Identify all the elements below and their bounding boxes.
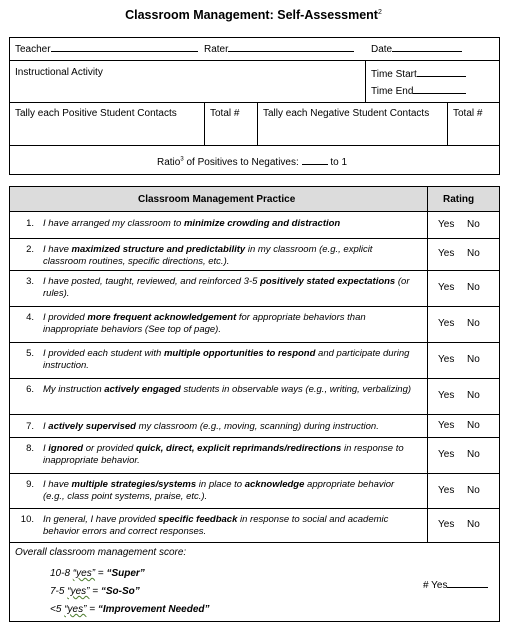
instructional-activity-label: Instructional Activity (15, 67, 103, 78)
teacher-field[interactable]: Teacher (15, 42, 198, 55)
rating-no-option[interactable]: No (467, 354, 480, 365)
rating-no-option[interactable]: No (467, 318, 480, 329)
row-number: 8. (26, 443, 34, 454)
rating-no-option[interactable]: No (467, 219, 480, 230)
negative-total-label: Total # (453, 108, 483, 119)
practice-statement: I have multiple strategies/systems in place to acknowledge appropriate behavior (e.g., class point systems, praise, etc.). (43, 479, 395, 502)
rating-no-option[interactable]: No (467, 485, 480, 496)
page-title (0, 8, 507, 22)
score-scale-line: 10-8 “yes” = “Super” (50, 568, 145, 579)
score-range: 7-5 (50, 586, 68, 597)
score-label: Overall classroom management score: (15, 547, 187, 558)
time-start-field[interactable]: Time Start (371, 67, 466, 80)
row-number: 3. (26, 276, 34, 287)
row-number: 9. (26, 479, 34, 490)
row-number: 7. (26, 421, 34, 432)
score-range: 10-8 (50, 568, 73, 579)
rating-no-option[interactable]: No (467, 248, 480, 259)
rating-no-option[interactable]: No (467, 282, 480, 293)
practice-statement: I provided more frequent acknowledgement for appropriate behaviors than inappropriate behaviors (See top of page). (43, 312, 366, 335)
row-number: 10. (20, 514, 34, 525)
ratio-field[interactable]: Ratio$^3$ of Positives to Negatives: to 1 (157, 156, 348, 168)
row-number: 5. (26, 348, 34, 359)
score-range: <5 (50, 604, 65, 615)
yes-count-field[interactable]: # Yes (423, 578, 488, 591)
rating-yes-option[interactable]: Yes (438, 390, 455, 401)
column-header-practice: Classroom Management Practice (138, 194, 296, 205)
title-text: Classroom Management: Self-Assessment (125, 8, 378, 22)
rating-yes-option[interactable]: Yes (438, 449, 455, 460)
row-number: 6. (26, 384, 34, 395)
row-number: 1. (26, 218, 34, 229)
rating-yes-option[interactable]: Yes (438, 354, 455, 365)
row-number: 4. (26, 312, 34, 323)
rater-field[interactable]: Rater (204, 42, 354, 55)
practice-statement: I ignored or provided quick, direct, explicit reprimands/redirections in response to inappropriate behavior. (43, 443, 404, 466)
score-scale-line: <5 “yes” = “Improvement Needed” (50, 604, 210, 615)
rating-yes-option[interactable]: Yes (438, 219, 455, 230)
rating-yes-option[interactable]: Yes (438, 485, 455, 496)
practice-statement: In general, I have provided specific feedback in response to social and academic behavior errors and correct responses. (43, 514, 389, 537)
rating-no-option[interactable]: No (467, 449, 480, 460)
practice-statement: I have maximized structure and predictability in my classroom (e.g., explicit classroom routines, specific directions, etc.). (43, 244, 373, 267)
rating-yes-option[interactable]: Yes (438, 318, 455, 329)
rating-yes-option[interactable]: Yes (438, 248, 455, 259)
practice-statement: I have arranged my classroom to minimize crowding and distraction (43, 218, 341, 229)
rating-yes-option[interactable]: Yes (438, 282, 455, 293)
rating-no-option[interactable]: No (467, 390, 480, 401)
practice-statement: I have posted, taught, reviewed, and reinforced 3-5 positively stated expectations (or rules). (43, 276, 410, 299)
title-superscript: 2 (377, 8, 382, 16)
positive-total-label: Total # (210, 108, 240, 119)
positive-contacts-label: Tally each Positive Student Contacts (15, 108, 177, 119)
row-number: 2. (26, 244, 34, 255)
date-field[interactable]: Date (371, 42, 462, 55)
negative-contacts-label: Tally each Negative Student Contacts (263, 108, 430, 119)
practice-statement: My instruction actively engaged students in observable ways (e.g., writing, verbalizing) (43, 384, 412, 395)
column-header-rating: Rating (443, 194, 475, 205)
time-end-field[interactable]: Time End (371, 84, 466, 97)
rating-no-option[interactable]: No (467, 420, 480, 431)
practice-statement: I provided each student with multiple opportunities to respond and participate during instruction. (43, 348, 410, 371)
rating-yes-option[interactable]: Yes (438, 519, 455, 530)
score-scale-line: 7-5 “yes” = “So-So” (50, 586, 140, 597)
rating-no-option[interactable]: No (467, 519, 480, 530)
practice-statement: I actively supervised my classroom (e.g., moving, scanning) during instruction. (43, 421, 379, 432)
rating-yes-option[interactable]: Yes (438, 420, 455, 431)
